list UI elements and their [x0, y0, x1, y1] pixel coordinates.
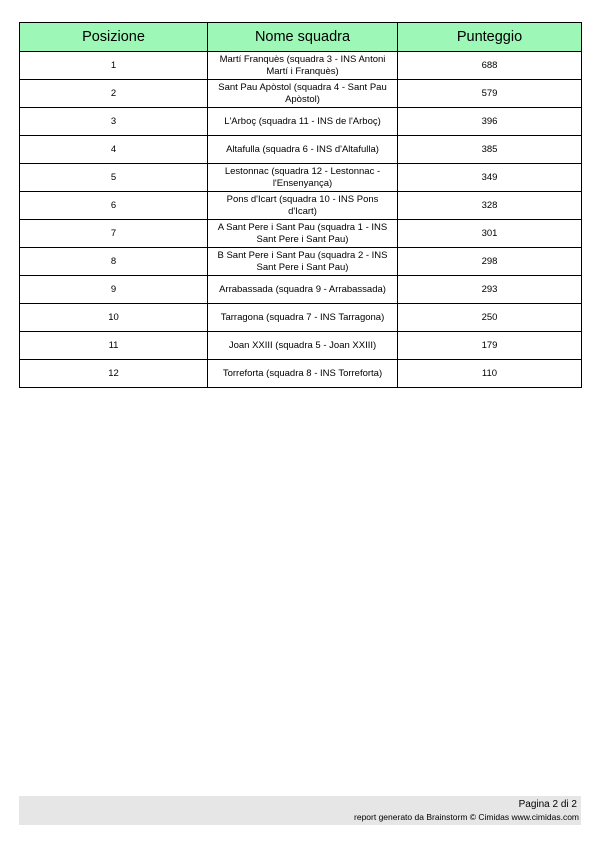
cell-position: 2: [20, 80, 208, 108]
cell-position: 10: [20, 304, 208, 332]
cell-team: A Sant Pere i Sant Pau (squadra 1 - INS Sant Pere i Sant Pau): [208, 220, 398, 248]
table-row: [20, 248, 582, 276]
cell-position: 4: [20, 136, 208, 164]
cell-score: 579: [398, 80, 582, 108]
cell-team: B Sant Pere i Sant Pau (squadra 2 - INS Sant Pere i Sant Pau): [208, 248, 398, 276]
table-header-row: [20, 23, 582, 52]
cell-team: Martí Franquès (squadra 3 - INS Antoni Martí i Franquès): [208, 52, 398, 80]
cell-score: 688: [398, 52, 582, 80]
table-row: [20, 192, 582, 220]
cell-position: 1: [20, 52, 208, 80]
cell-position: 8: [20, 248, 208, 276]
cell-position: 11: [20, 332, 208, 360]
cell-team: L'Arboç (squadra 11 - INS de l'Arboç): [208, 108, 398, 136]
cell-position: 6: [20, 192, 208, 220]
cell-score: 301: [398, 220, 582, 248]
cell-team: Sant Pau Apòstol (squadra 4 - Sant Pau Apòstol): [208, 80, 398, 108]
cell-team: Torreforta (squadra 8 - INS Torreforta): [208, 360, 398, 388]
table-row: [20, 108, 582, 136]
cell-team: Arrabassada (squadra 9 - Arrabassada): [208, 276, 398, 304]
table-row: [20, 52, 582, 80]
table-row: [20, 80, 582, 108]
table-row: [20, 332, 582, 360]
column-header-team: Nome squadra: [208, 23, 398, 52]
table-row: [20, 304, 582, 332]
cell-position: 3: [20, 108, 208, 136]
table-row: [20, 136, 582, 164]
table-row: [20, 220, 582, 248]
cell-position: 5: [20, 164, 208, 192]
cell-position: 7: [20, 220, 208, 248]
cell-team: Lestonnac (squadra 12 - Lestonnac - l'Ensenyança): [208, 164, 398, 192]
cell-team: Tarragona (squadra 7 - INS Tarragona): [208, 304, 398, 332]
report-credit: report generato da Brainstorm © Cimidas www.cimidas.com: [354, 812, 579, 822]
table-row: [20, 360, 582, 388]
report-footer: [19, 796, 581, 825]
ranking-table: [19, 22, 582, 388]
cell-team: Pons d'Icart (squadra 10 - INS Pons d'Icart): [208, 192, 398, 220]
cell-position: 12: [20, 360, 208, 388]
cell-score: 293: [398, 276, 582, 304]
column-header-score: Punteggio: [398, 23, 582, 52]
cell-team: Joan XXIII (squadra 5 - Joan XXIII): [208, 332, 398, 360]
table-row: [20, 276, 582, 304]
cell-score: 250: [398, 304, 582, 332]
cell-score: 110: [398, 360, 582, 388]
cell-score: 328: [398, 192, 582, 220]
cell-position: 9: [20, 276, 208, 304]
column-header-position: Posizione: [20, 23, 208, 52]
cell-score: 298: [398, 248, 582, 276]
cell-score: 349: [398, 164, 582, 192]
page-number: Pagina 2 di 2: [518, 799, 577, 810]
cell-score: 396: [398, 108, 582, 136]
table-row: [20, 164, 582, 192]
cell-score: 179: [398, 332, 582, 360]
cell-score: 385: [398, 136, 582, 164]
cell-team: Altafulla (squadra 6 - INS d'Altafulla): [208, 136, 398, 164]
